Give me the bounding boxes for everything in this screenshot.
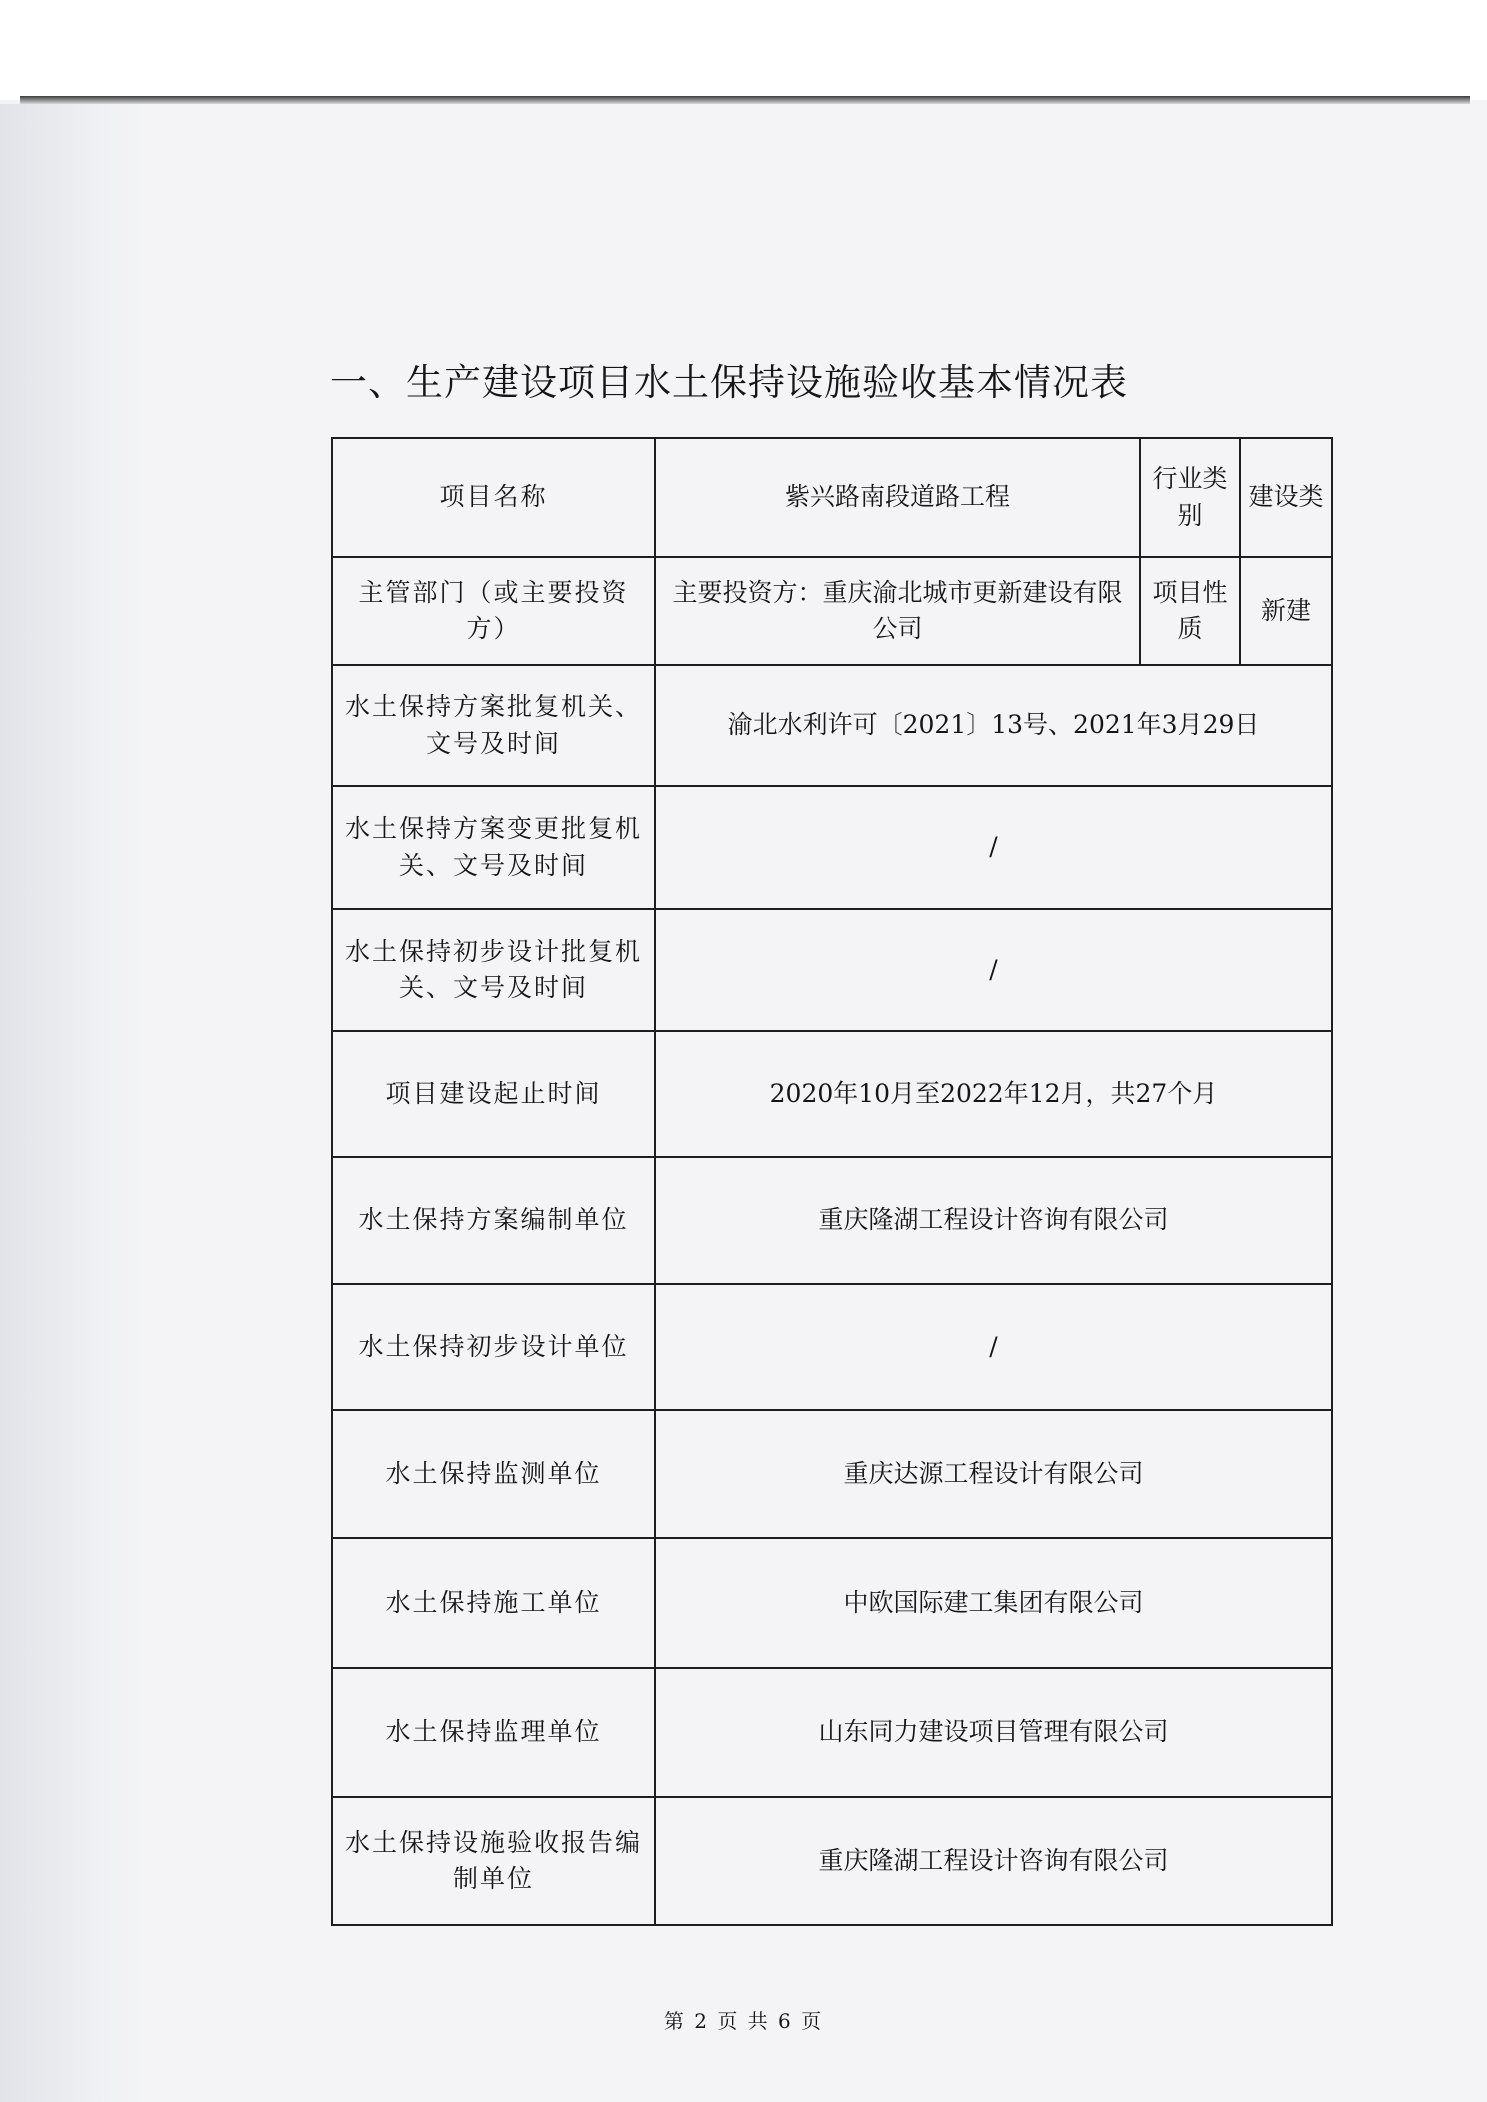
table-row — [332, 557, 1332, 665]
table-row — [332, 1284, 1332, 1410]
supervision-unit-label: 水土保持监理单位 — [332, 1668, 655, 1797]
construction-period-value: 2020年10月至2022年12月，共27个月 — [655, 1031, 1332, 1157]
plan-change-value: / — [655, 786, 1332, 909]
table-row — [332, 1538, 1332, 1668]
plan-compiler-value: 重庆隆湖工程设计咨询有限公司 — [655, 1157, 1332, 1284]
prelim-design-unit-value: / — [655, 1284, 1332, 1410]
plan-approval-value: 渝北水利许可〔2021〕13号、2021年3月29日 — [655, 665, 1332, 786]
table-row — [332, 1668, 1332, 1797]
construction-period-label: 项目建设起止时间 — [332, 1031, 655, 1157]
construction-unit-value: 中欧国际建工集团有限公司 — [655, 1538, 1332, 1668]
project-name-label: 项目名称 — [332, 438, 655, 557]
nature-value: 新建 — [1240, 557, 1332, 665]
acceptance-info-table — [331, 437, 1333, 1926]
plan-change-label: 水土保持方案变更批复机关、文号及时间 — [332, 786, 655, 909]
prelim-design-approval-value: / — [655, 909, 1332, 1031]
prelim-design-unit-label: 水土保持初步设计单位 — [332, 1284, 655, 1410]
page-title: 一、生产建设项目水土保持设施验收基本情况表 — [330, 361, 1128, 404]
monitoring-unit-value: 重庆达源工程设计有限公司 — [655, 1410, 1332, 1538]
supervision-unit-value: 山东同力建设项目管理有限公司 — [655, 1668, 1332, 1797]
plan-approval-label: 水土保持方案批复机关、文号及时间 — [332, 665, 655, 786]
table-row — [332, 1410, 1332, 1538]
table-row — [332, 909, 1332, 1031]
table-row — [332, 438, 1332, 557]
department-value: 主要投资方：重庆渝北城市更新建设有限公司 — [655, 557, 1140, 665]
scan-top-margin — [0, 0, 1487, 100]
prelim-design-approval-label: 水土保持初步设计批复机关、文号及时间 — [332, 909, 655, 1031]
project-name-value: 紫兴路南段道路工程 — [655, 438, 1140, 557]
nature-label: 项目性质 — [1140, 557, 1240, 665]
scan-page-edge — [20, 96, 1470, 104]
department-label: 主管部门（或主要投资方） — [332, 557, 655, 665]
table-row — [332, 786, 1332, 909]
table-row — [332, 1031, 1332, 1157]
report-compiler-label: 水土保持设施验收报告编制单位 — [332, 1797, 655, 1925]
scan-binding-shadow — [0, 104, 150, 2102]
industry-value: 建设类 — [1240, 438, 1332, 557]
page-number-footer: 第 2 页 共 6 页 — [663, 2009, 824, 2033]
table-row — [332, 1157, 1332, 1284]
report-compiler-value: 重庆隆湖工程设计咨询有限公司 — [655, 1797, 1332, 1925]
plan-compiler-label: 水土保持方案编制单位 — [332, 1157, 655, 1284]
table-row — [332, 1797, 1332, 1925]
table-row — [332, 665, 1332, 786]
monitoring-unit-label: 水土保持监测单位 — [332, 1410, 655, 1538]
industry-label: 行业类别 — [1140, 438, 1240, 557]
construction-unit-label: 水土保持施工单位 — [332, 1538, 655, 1668]
